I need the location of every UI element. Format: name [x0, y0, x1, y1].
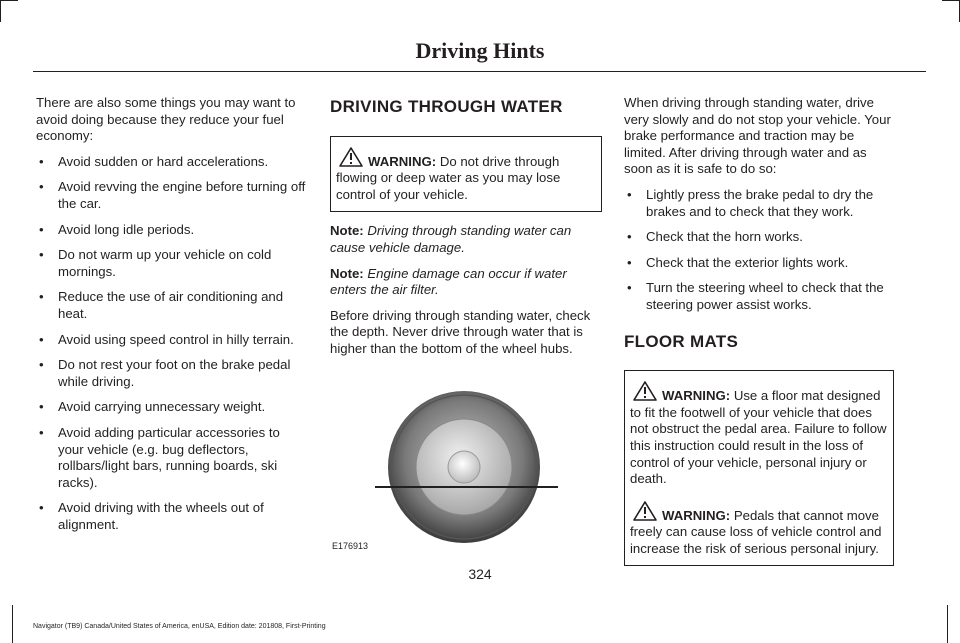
warning-label: WARNING:	[662, 388, 731, 404]
note-label: Note:	[330, 265, 364, 281]
warning-triangle-icon	[630, 500, 660, 522]
crop-mark	[0, 0, 18, 1]
column-fuel-economy	[36, 95, 308, 542]
list-item: • Do not rest your foot on the brake pedal while driving.	[36, 357, 308, 390]
wheel-illustration	[330, 367, 602, 557]
warning-paragraph	[630, 380, 888, 488]
warning-paragraph	[336, 146, 596, 204]
column-driving-through-water	[330, 95, 602, 557]
figure-id: E176913	[332, 540, 369, 551]
list-item: • Avoid sudden or hard accelerations.	[36, 154, 308, 171]
warning-text: Do not drive through flowing or deep water as you may lose control of your vehicle.	[336, 153, 561, 202]
warning-paragraph	[630, 500, 888, 558]
warning-text: Use a floor mat designed to fit the footwell of your vehicle that does not obstruct the pedal area. Failure to follow this instruction could result in the loss of control of your vehicle, personal injury or death.	[630, 388, 887, 487]
crop-mark	[947, 605, 948, 643]
list-item: • Avoid carrying unnecessary weight.	[36, 399, 308, 416]
note-label: Note:	[330, 223, 364, 239]
body-paragraph: Before driving through standing water, check the depth. Never drive through water that is higher than the bottom of the wheel hubs.	[330, 307, 591, 356]
warning-text: Pedals that cannot move freely can cause loss of vehicle control and increase the risk of serious personal injury.	[630, 507, 882, 556]
footer-text: Navigator (TB9) Canada/United States of America, enUSA, Edition date: 201808, First-Printing	[33, 623, 326, 630]
crop-mark	[12, 605, 13, 643]
list-item: • Do not warm up your vehicle on cold mornings.	[36, 247, 308, 280]
list-item: • Avoid revving the engine before turning off the car.	[36, 179, 308, 212]
column-water-and-floor-mats	[624, 95, 894, 566]
list-item: • Avoid adding particular accessories to your vehicle (e.g. bug deflectors, rollbars/light bars, running boards, ski racks).	[36, 425, 308, 491]
page-number: 324	[468, 566, 492, 582]
crop-mark	[942, 0, 960, 1]
page-title: Driving Hints	[415, 38, 545, 63]
crop-mark	[0, 0, 1, 22]
section-heading-water: DRIVING THROUGH WATER	[330, 97, 563, 116]
section-heading-floor-mats: FLOOR MATS	[624, 331, 739, 351]
list-item: • Avoid driving with the wheels out of alignment.	[36, 500, 308, 533]
warning-box	[330, 136, 602, 213]
note-text: Driving through standing water can cause vehicle damage.	[330, 223, 572, 255]
note-paragraph	[330, 266, 602, 299]
warning-label: WARNING:	[368, 153, 437, 169]
intro-paragraph: When driving through standing water, drive very slowly and do not stop your vehicle. Your brake performance and traction may be limited. After driving through water and as soon as it is safe to do so:	[624, 95, 891, 177]
list-item: • Reduce the use of air conditioning and heat.	[36, 289, 308, 322]
warning-box	[624, 370, 894, 566]
note-text: Engine damage can occur if water enters the air filter.	[330, 265, 567, 298]
after-water-list	[624, 187, 894, 314]
wheel-water-figure	[330, 367, 602, 557]
fuel-economy-list	[36, 154, 308, 534]
list-item: • Avoid using speed control in hilly terrain.	[36, 332, 308, 349]
list-item: • Lightly press the brake pedal to dry the brakes and to check that they work.	[624, 187, 894, 220]
list-item: • Turn the steering wheel to check that the steering power assist works.	[624, 280, 894, 313]
warning-triangle-icon	[336, 146, 366, 168]
note-paragraph	[330, 223, 602, 256]
list-item: • Check that the horn works.	[624, 229, 894, 246]
warning-triangle-icon	[630, 380, 660, 402]
list-item: • Avoid long idle periods.	[36, 222, 308, 239]
header-rule	[33, 71, 926, 72]
warning-label: WARNING:	[662, 507, 731, 523]
list-item: • Check that the exterior lights work.	[624, 255, 894, 272]
intro-paragraph: There are also some things you may want to avoid doing because they reduce your fuel economy:	[36, 95, 296, 144]
